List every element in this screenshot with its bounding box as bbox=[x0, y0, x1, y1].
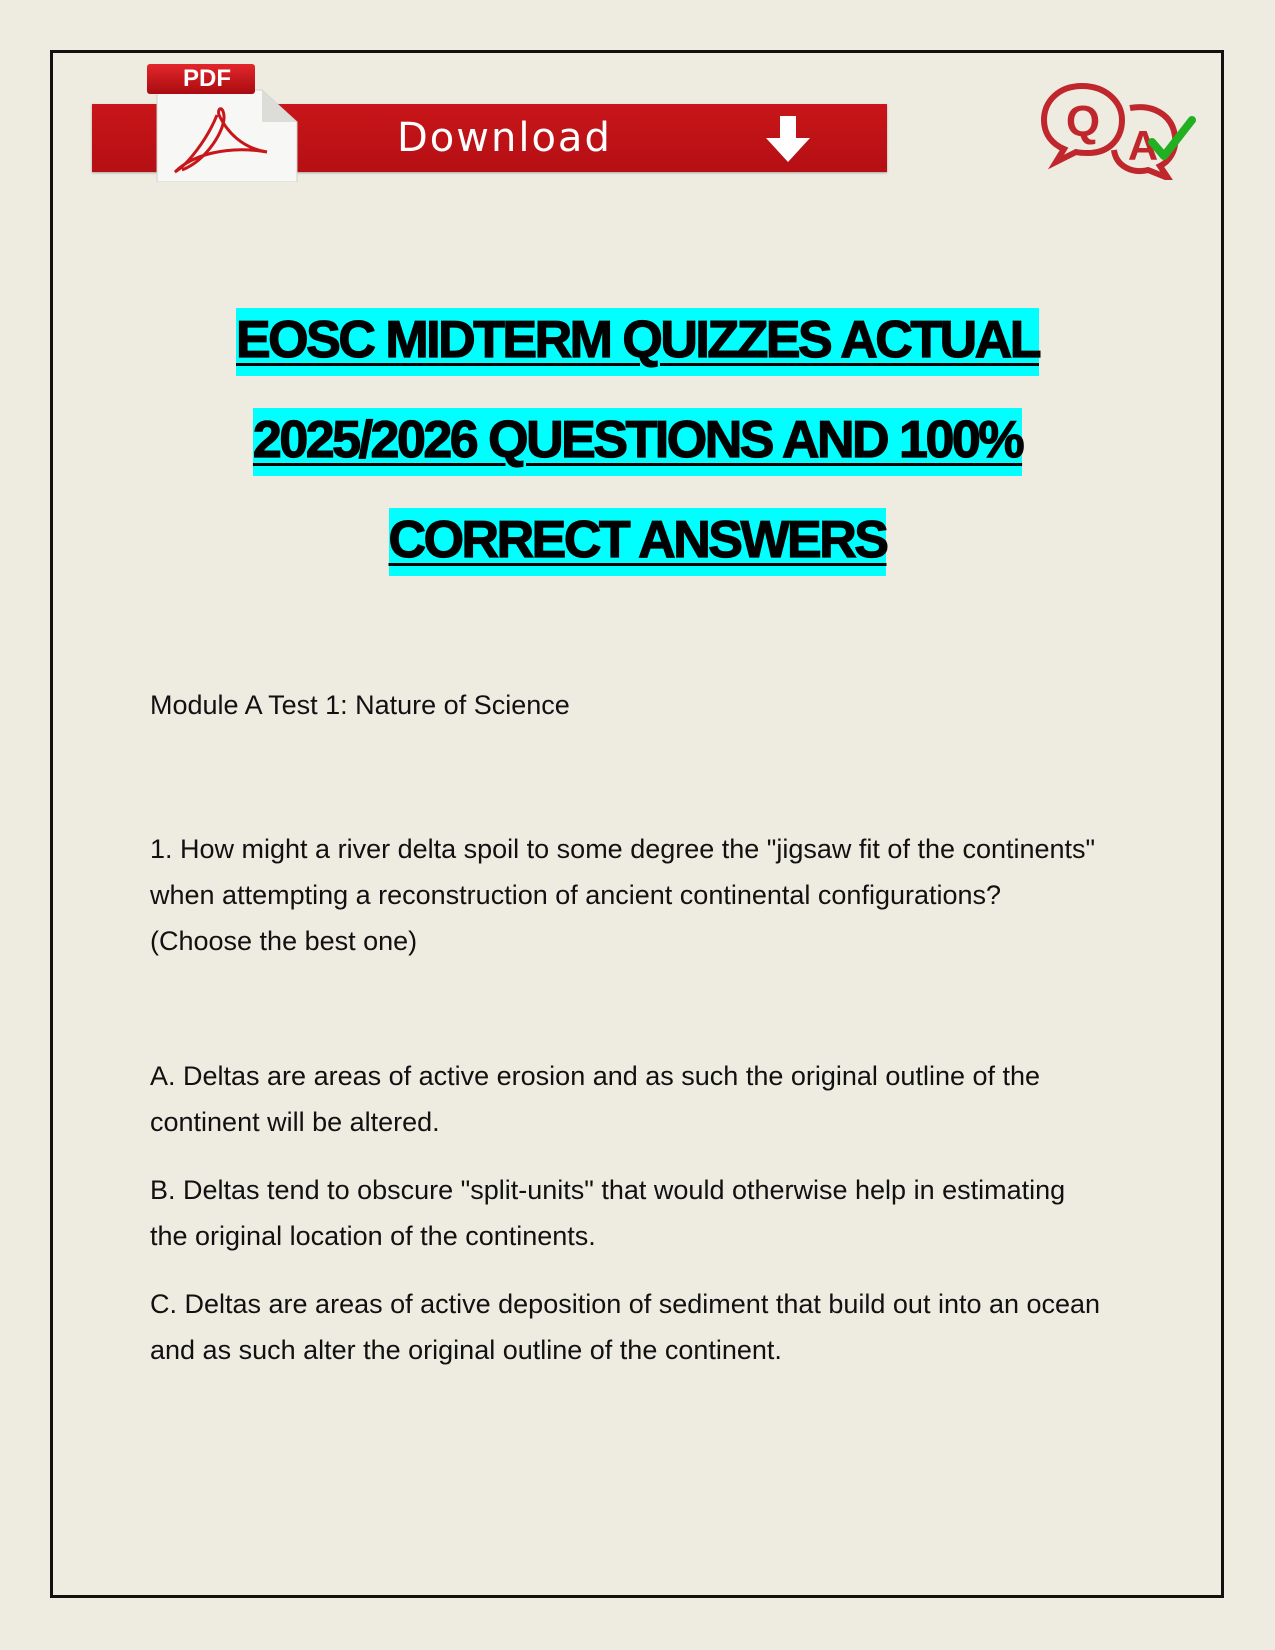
answer-option-a: A. Deltas are areas of active erosion and as such the original outline of the continent will be altered. bbox=[150, 1061, 1041, 1137]
title-line-2: 2025/2026 QUESTIONS AND 100% bbox=[253, 408, 1022, 476]
answer-option-b: B. Deltas tend to obscure "split-units" that would otherwise help in estimating the original location of the continents. bbox=[150, 1175, 1066, 1251]
question-text: 1. How might a river delta spoil to some degree the "jigsaw fit of the continents" when attempting a reconstruction of ancient continental configurations? (Choose the best one) bbox=[150, 834, 1096, 956]
svg-text:A: A bbox=[1127, 122, 1159, 169]
document-title bbox=[0, 308, 1275, 608]
svg-text:Q: Q bbox=[1065, 97, 1101, 146]
module-heading: Module A Test 1: Nature of Science bbox=[150, 690, 570, 720]
download-label: Download bbox=[397, 115, 612, 161]
download-arrow-icon bbox=[760, 116, 816, 162]
qa-check-icon bbox=[1040, 80, 1210, 180]
answer-option-c: C. Deltas are areas of active deposition of sediment that build out into an ocean and as such alter the original outline of the continent. bbox=[150, 1289, 1101, 1365]
title-line-3: CORRECT ANSWERS bbox=[389, 508, 887, 576]
pdf-file-icon bbox=[147, 60, 307, 182]
pdf-download-banner[interactable] bbox=[92, 60, 887, 185]
title-line-1: EOSC MIDTERM QUIZZES ACTUAL bbox=[236, 308, 1039, 376]
pdf-label: PDF bbox=[147, 64, 255, 94]
